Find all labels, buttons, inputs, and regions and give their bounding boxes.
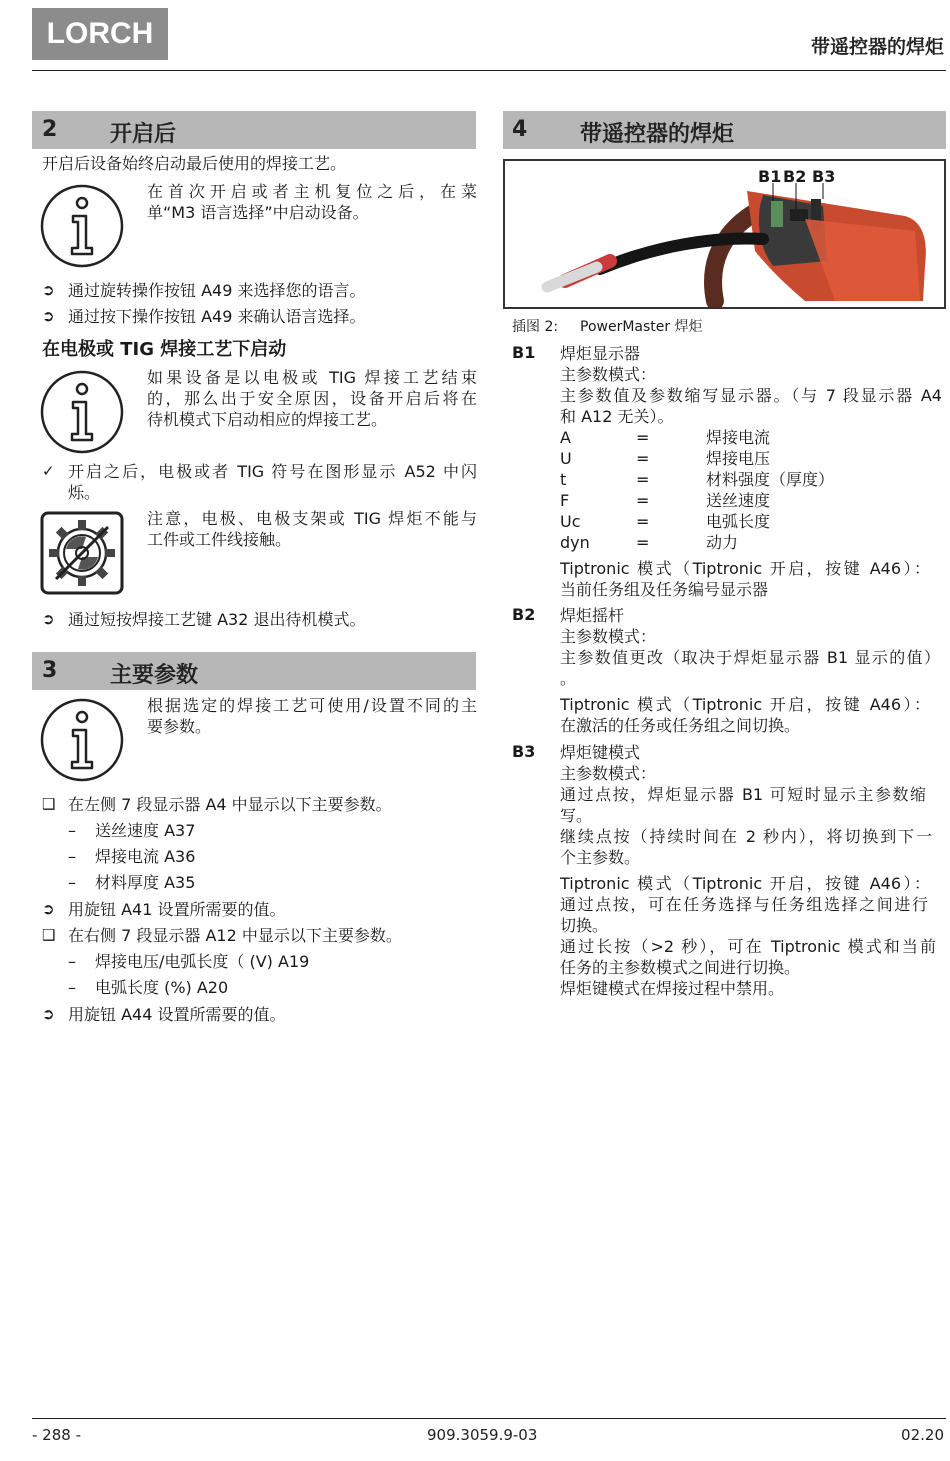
b3-line: 焊炬键模式 [560,743,641,762]
param-key: A [560,428,571,447]
dash: – [68,873,76,892]
gear-warning-icon [40,511,124,595]
torch-figure-frame [503,159,946,309]
figure-caption-text: PowerMaster 焊炬 [580,319,703,335]
b2-line: 在激活的任务或任务组之间切换。 [560,716,801,735]
info-icon [40,184,124,268]
document-number: 909.3059.9-03 [427,1426,538,1444]
list-box-icon: ❑ [42,795,56,813]
b1-line: 主参数模式： [560,365,657,384]
b3-line: 通过点按，可在任务选择与任务组选择之间进行 [560,895,928,914]
powermaster-torch-illustration [505,161,944,307]
param-value: 焊接电流 [706,428,771,447]
info-1-line-2: 单“M3 语言选择”中启动设备。 [147,203,369,222]
warning-line-1: 注意，电极、电极支架或 TIG 焊炬不能与 [147,509,477,528]
b2-line: Tiptronic 模式（Tiptronic 开启，按键 A46）： [560,695,930,714]
list-item: 材料厚度 A35 [95,873,196,892]
param-key: Uc [560,512,581,531]
step-arrow-icon: ➲ [42,900,55,918]
figure-label-b2: B2 [783,167,807,186]
param-value: 材料强度（厚度） [706,470,835,489]
param-eq: = [636,491,650,510]
b3-line: 切换。 [560,916,609,935]
step-confirm-language: 通过按下操作按钮 A49 来确认语言选择。 [68,307,366,326]
section-3-number: 3 [42,658,58,683]
figure-caption-number: 插图 2: [512,319,559,335]
param-eq: = [636,428,650,447]
param-value: 动力 [706,533,739,552]
info-icon [40,698,124,782]
section-3-bar [32,652,476,690]
step-select-language: 通过旋转操作按钮 A49 来选择您的语言。 [68,281,366,300]
b1-line: 和 A12 无关）。 [560,407,674,426]
list-item: 焊接电压/电弧长度（ (V) A19 [95,952,310,971]
list-right-display: 在右侧 7 段显示器 A12 中显示以下主要参数。 [68,926,402,945]
b2-label: B2 [512,605,536,624]
b2-line: 主参数值更改（取决于焊炬显示器 B1 显示的值） [560,648,940,667]
b1-label: B1 [512,343,536,362]
b3-line: 焊炬键模式在焊接过程中禁用。 [560,979,785,998]
b3-line: Tiptronic 模式（Tiptronic 开启，按键 A46）： [560,874,930,893]
b3-line: 任务的主参数模式之间进行切换。 [560,958,801,977]
param-key: F [560,491,570,510]
list-item: 电弧长度 (%) A20 [95,978,229,997]
param-key: t [560,470,567,489]
section-2-title: 开启后 [110,122,177,147]
dash: – [68,847,76,866]
dash: – [68,821,76,840]
section-2-intro: 开启后设备始终启动最后使用的焊接工艺。 [42,154,347,173]
b3-line: 主参数模式： [560,764,657,783]
result-line-1: 开启之后，电极或者 TIG 符号在图形显示 A52 中闪 [68,462,477,481]
step-arrow-icon: ➲ [42,1005,55,1023]
section-2-number: 2 [42,117,58,142]
brand-logo: LORCH [32,8,168,60]
dash: – [68,952,76,971]
b3-label: B3 [512,742,536,761]
b2-line: 焊炬摇杆 [560,606,625,625]
b3-line: 写。 [560,806,593,825]
page-header-title: 带遥控器的焊炬 [810,36,944,58]
step-knob-a44: 用旋钮 A44 设置所需要的值。 [68,1005,286,1024]
step-exit-standby: 通过短按焊接工艺键 A32 退出待机模式。 [68,610,366,629]
b1-line: Tiptronic 模式（Tiptronic 开启，按键 A46）： [560,559,930,578]
b2-line: 主参数模式： [560,627,657,646]
param-eq: = [636,512,650,531]
info-1-line-1: 在首次开启或者主机复位之后，在菜 [147,182,477,201]
section-4-title: 带遥控器的焊炬 [580,122,735,147]
figure-label-b3: B3 [812,167,836,186]
b1-line: 焊炬显示器 [560,344,641,363]
revision-date: 02.20 [901,1426,944,1444]
page-number: - 288 - [32,1426,81,1444]
list-item: 焊接电流 A36 [95,847,196,866]
b3-line: 个主参数。 [560,848,641,867]
result-line-2: 烁。 [68,483,101,502]
info-2-line-1: 如果设备是以电极或 TIG 焊接工艺结束 [147,368,477,387]
info-icon [40,370,124,454]
step-knob-a41: 用旋钮 A41 设置所需要的值。 [68,900,286,919]
b2-line: 。 [560,669,577,688]
footer-rule [32,1418,946,1419]
header-rule [32,70,946,71]
list-item: 送丝速度 A37 [95,821,196,840]
param-eq: = [636,449,650,468]
b3-line: 继续点按（持续时间在 2 秒内），将切换到下一 [560,827,932,846]
b3-line: 通过点按，焊炬显示器 B1 可短时显示主参数缩 [560,785,926,804]
param-value: 送丝速度 [706,491,771,510]
info-3-line-1: 根据选定的焊接工艺可使用/设置不同的主 [147,696,477,715]
figure-label-b1: B1 [758,167,782,186]
step-arrow-icon: ➲ [42,281,55,299]
b1-line: 主参数值及参数缩写显示器。（与 7 段显示器 A4 [560,386,942,405]
section-2-bar [32,111,476,149]
checkmark-icon: ✓ [42,462,55,480]
list-left-display: 在左侧 7 段显示器 A4 中显示以下主要参数。 [68,795,392,814]
info-2-line-3: 待机模式下启动相应的焊接工艺。 [147,410,388,429]
section-3-title: 主要参数 [110,663,199,688]
param-value: 焊接电压 [706,449,771,468]
param-value: 电弧长度 [706,512,771,531]
param-key: dyn [560,533,590,552]
step-arrow-icon: ➲ [42,610,55,628]
dash: – [68,978,76,997]
warning-line-2: 工件或工件线接触。 [147,530,292,549]
info-3-line-2: 要参数。 [147,717,212,736]
param-key: U [560,449,572,468]
section-4-number: 4 [512,117,528,142]
param-eq: = [636,470,650,489]
b3-line: 通过长按（>2 秒），可在 Tiptronic 模式和当前 [560,937,936,956]
b1-line: 当前任务组及任务编号显示器 [560,580,769,599]
subheading-electrode-tig: 在电极或 TIG 焊接工艺下启动 [42,339,287,360]
list-box-icon: ❑ [42,926,56,944]
param-eq: = [636,533,650,552]
step-arrow-icon: ➲ [42,307,55,325]
info-2-line-2: 的，那么出于安全原因，设备开启后将在 [147,389,477,408]
